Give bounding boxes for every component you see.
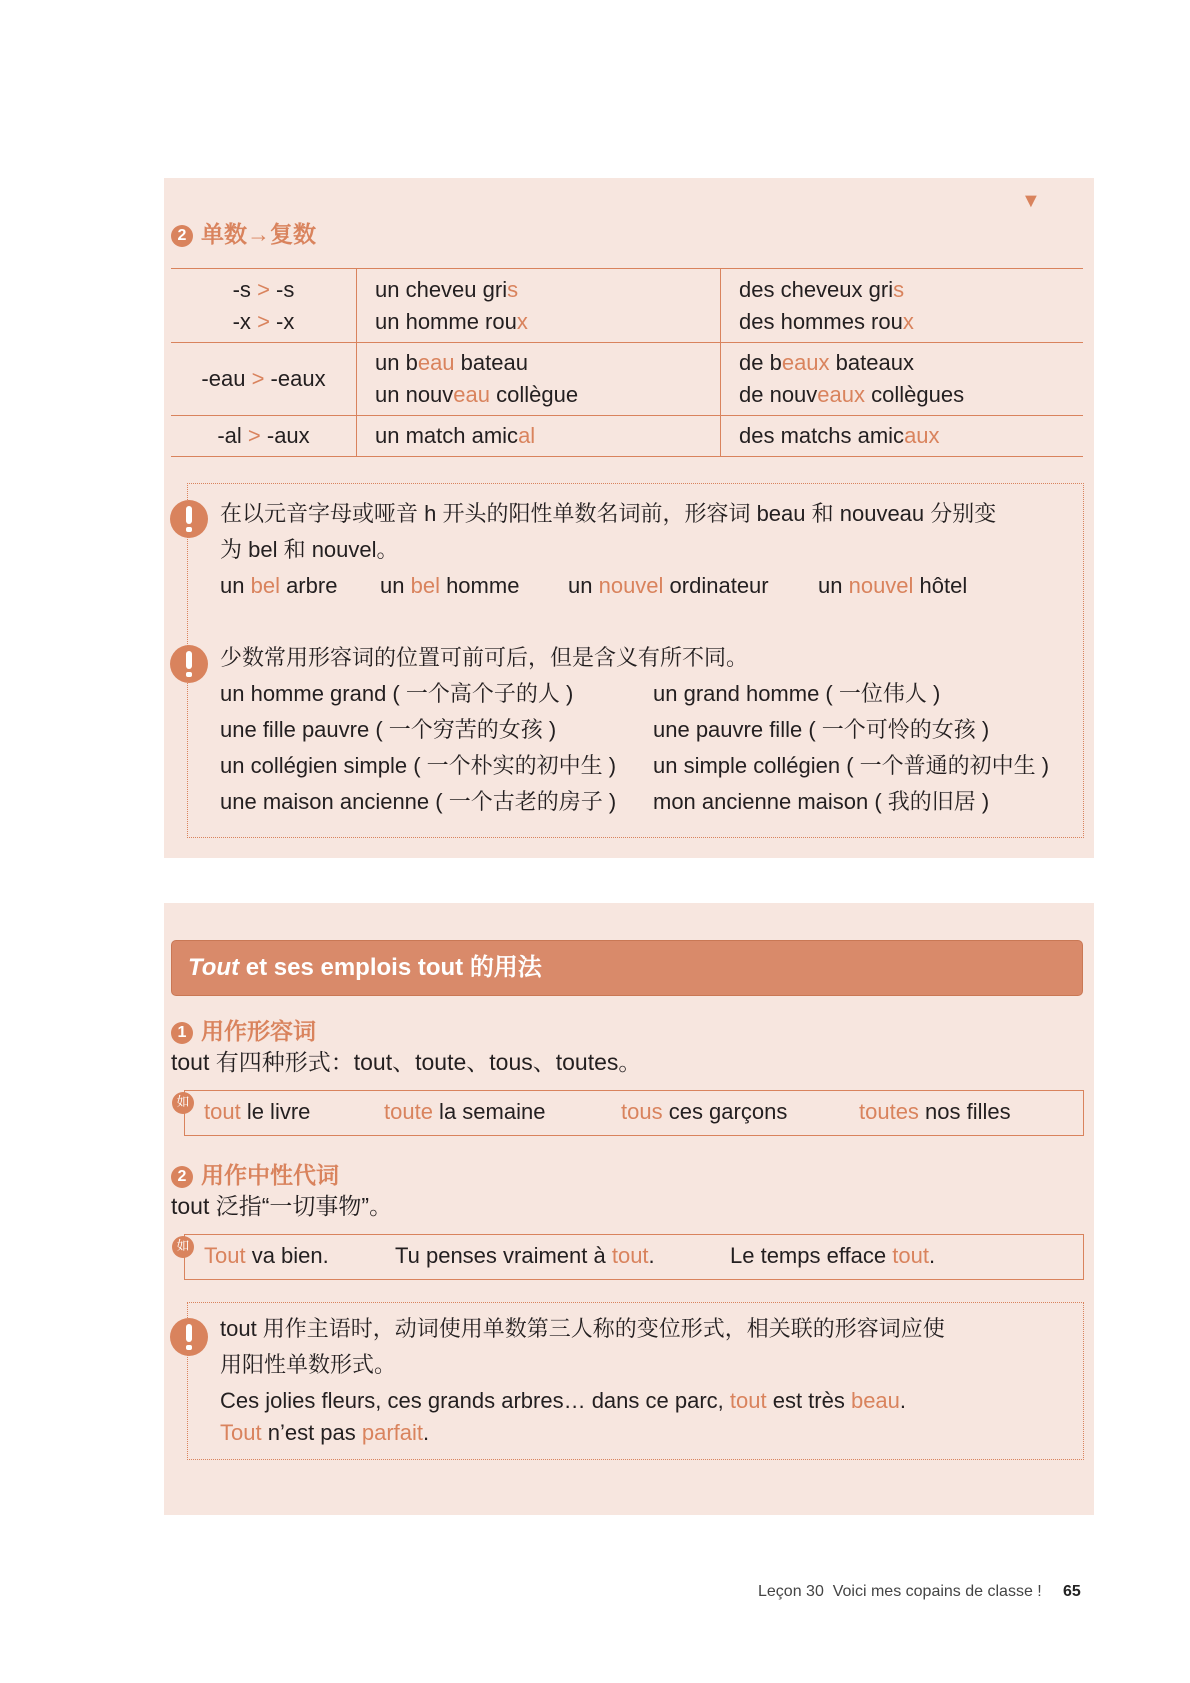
note-text: 用阳性单数形式。 <box>220 1352 397 1377</box>
page-number: 65 <box>1063 1583 1081 1600</box>
singular-cell <box>357 416 721 457</box>
plural-cell <box>721 416 1084 457</box>
lesson-title: Voici mes copains de classe ! <box>832 1583 1042 1600</box>
body-text: tout 泛指“一切事物”。 <box>171 1193 393 1219</box>
example-line: des matchs amicaux <box>739 423 940 448</box>
rule-cell <box>171 269 357 343</box>
rule-cell <box>171 416 357 457</box>
circled-number: 2 <box>171 1166 193 1188</box>
example-line: un homme roux <box>375 308 528 334</box>
example-line: un beau bateau <box>375 350 528 375</box>
rule-line: -eau > -eaux <box>201 366 326 391</box>
plural-table <box>171 268 1083 457</box>
rule-line: -al > -aux <box>217 423 310 448</box>
example-line: un nouveau collègue <box>375 382 579 407</box>
note-example: un bel homme <box>380 573 520 598</box>
note-text: 为 bel 和 nouvel。 <box>220 537 399 562</box>
example-line: un match amical <box>375 423 536 448</box>
example: tout le livre <box>204 1099 311 1124</box>
example: Le temps efface tout. <box>730 1243 936 1268</box>
note-text: tout 用作主语时，动词使用单数第三人称的变位形式，相关联的形容词应使 <box>220 1316 945 1341</box>
exclamation-icon <box>170 1318 208 1356</box>
example-line: un cheveu gris <box>375 276 519 302</box>
table-row <box>171 416 1083 457</box>
pair-right: un simple collégien ( 一个普通的初中生 ) <box>653 753 1050 778</box>
circled-number: 2 <box>171 225 193 247</box>
example-line: de nouveaux collègues <box>739 382 965 407</box>
example: toutes nos filles <box>859 1099 1011 1124</box>
example: tous ces garçons <box>621 1099 788 1124</box>
section-title: 用作形容词 <box>201 1018 316 1044</box>
plural-cell <box>721 343 1084 416</box>
example-line: des hommes roux <box>739 308 914 334</box>
example-badge: 如 <box>172 1092 194 1114</box>
body-text: tout 有四种形式：tout、toute、tous、toutes。 <box>171 1049 642 1075</box>
note-example: Tout n’est pas parfait. <box>220 1420 430 1445</box>
example: Tu penses vraiment à tout. <box>395 1243 655 1268</box>
section-title-bar: Tout et ses emplois tout 的用法 <box>171 940 1083 996</box>
singular-cell <box>357 269 721 343</box>
table-row <box>171 269 1083 343</box>
pair-right: un grand homme ( 一位伟人 ) <box>653 681 941 706</box>
table-row <box>171 343 1083 416</box>
rule-line: -s > -s <box>232 276 295 302</box>
exclamation-icon <box>170 645 208 683</box>
note-example: un bel arbre <box>220 573 338 598</box>
exclamation-icon <box>170 500 208 538</box>
singular-cell <box>357 343 721 416</box>
note-example: un nouvel hôtel <box>818 573 968 598</box>
rule-cell <box>171 343 357 416</box>
note-text: 在以元音字母或哑音 h 开头的阳性单数名词前，形容词 beau 和 nouveau 分别变 <box>220 501 997 526</box>
section-title: 用作中性代词 <box>201 1162 339 1188</box>
note-example: Ces jolies fleurs, ces grands arbres… dans ce parc, tout est très beau. <box>220 1388 907 1413</box>
note-example: un nouvel ordinateur <box>568 573 769 598</box>
pair-left: une fille pauvre ( 一个穷苦的女孩 ) <box>220 717 557 742</box>
section-heading <box>171 216 316 249</box>
lesson-number: Leçon 30 <box>758 1583 824 1600</box>
example-line: des cheveux gris <box>739 276 905 302</box>
plural-cell <box>721 269 1084 343</box>
pair-left: un collégien simple ( 一个朴实的初中生 ) <box>220 753 617 778</box>
section-title: 单数→复数 <box>201 221 316 247</box>
example-badge: 如 <box>172 1236 194 1258</box>
example: toute la semaine <box>384 1099 546 1124</box>
example: Tout va bien. <box>204 1243 329 1268</box>
rule-line: -x > -x <box>232 308 295 334</box>
circled-number: 1 <box>171 1022 193 1044</box>
section-heading <box>171 1157 339 1190</box>
footer-lesson <box>758 1583 1042 1601</box>
triangle-down-icon: ▼ <box>1021 190 1041 212</box>
pair-left: un homme grand ( 一个高个子的人 ) <box>220 681 574 706</box>
pair-right: une pauvre fille ( 一个可怜的女孩 ) <box>653 717 990 742</box>
section-heading <box>171 1013 316 1046</box>
example-line: de beaux bateaux <box>739 350 914 375</box>
pair-left: une maison ancienne ( 一个古老的房子 ) <box>220 789 617 814</box>
pair-right: mon ancienne maison ( 我的旧居 ) <box>653 789 990 814</box>
note-text: 少数常用形容词的位置可前可后，但是含义有所不同。 <box>220 645 749 670</box>
